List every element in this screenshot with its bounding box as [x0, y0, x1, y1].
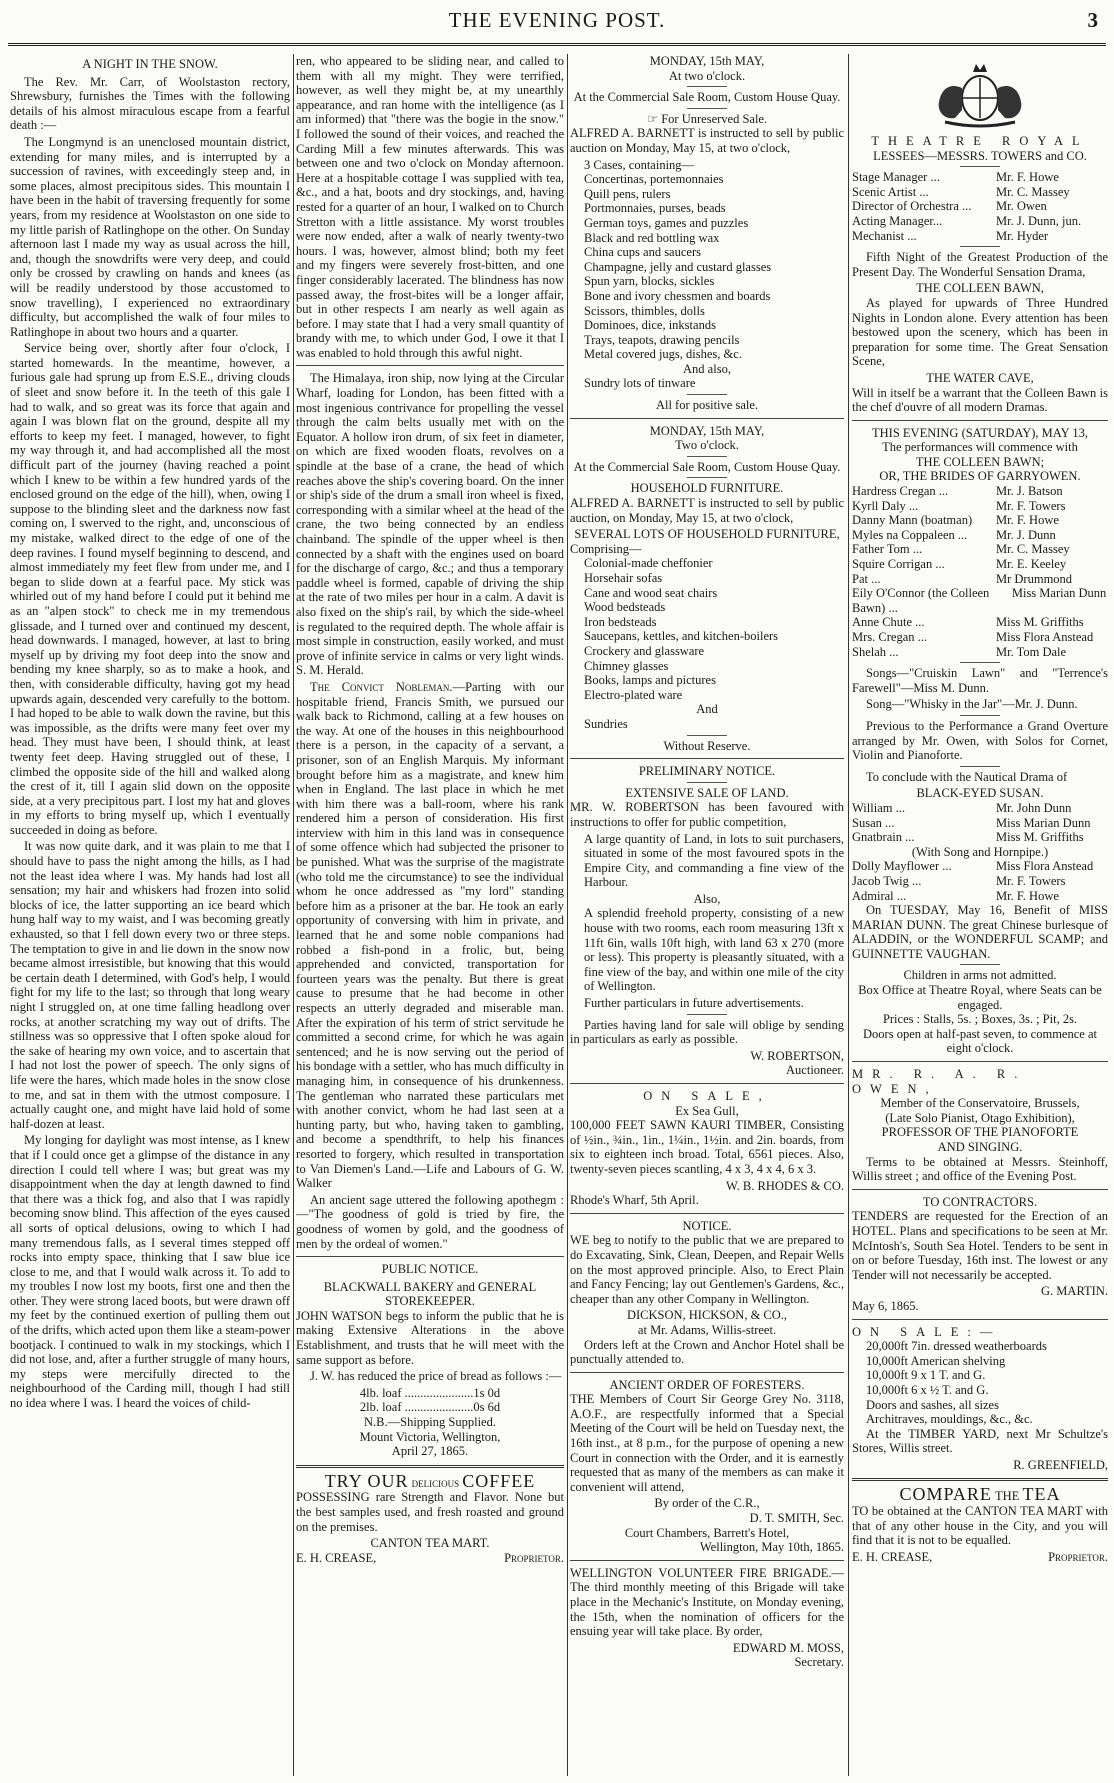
cast-role: Kyrll Daly ...: [852, 498, 919, 513]
cast-actor: Mr. Hyder: [996, 228, 1049, 243]
notice-subtitle: BLACKWALL BAKERY and GENERAL STOREKEEPER.: [323, 1279, 537, 1309]
sale-ex: Ex Sea Gull,: [675, 1103, 739, 1118]
cast-actor: Miss Flora Anstead: [996, 630, 1094, 644]
auction-comprising: Comprising—: [570, 541, 642, 556]
cast-role: Gnatbrain ...: [852, 830, 915, 845]
list-item: 10,000ft 6 x ½ T. and G.: [866, 1382, 989, 1397]
theatre-songs: Songs—"Cruiskin Lawn" and "Terrence's Farewell"—Miss M. Dunn.: [852, 666, 1108, 695]
notice-date: April 27, 1865.: [391, 1444, 469, 1459]
theatre-cast: [852, 484, 1108, 659]
cast-role: Pat ...: [852, 571, 881, 586]
cast-row: [852, 484, 1108, 499]
theatre-play: THE COLLEEN BAWN,: [916, 281, 1044, 296]
owen-member: Member of the Conservatoire, Brussels,: [880, 1096, 1080, 1111]
cast-row: [852, 830, 1108, 845]
article-paragraph: My longing for daylight was most intense, as I knew that if I could once get a glimpse of the distance in any direction I could tell where I was; but great was my disappointment when the day at length dawned to find that there was a thick fog, and also that I was rapidly becoming snow blind. This affection of the eyes caused all sorts of optical delusions, owing to which I had many tremendous falls, as I several times stepped off rocks into empty space, thinking that I saw blue ice close to me, and that I would walk across it. To add to my troubles I now lost my boots, first one and then the other. They were strong laced boots, but were drawn off my feet by the continued exertion of pulling them out of the drifts, which acted upon them like a steam-power bootjack. I continued to walk in my stockings, which I did not lose, and, after a further struggle of many hours, my steps were mercifully directed to the neighbourhood of the Carding mill, though I had still no idea where I was. I heard the voices of child-: [10, 1133, 290, 1411]
foresters-address: Court Chambers, Barrett's Hotel,: [624, 1525, 790, 1540]
auction-end: All for positive sale.: [655, 398, 759, 413]
list-item: Horsehair sofas: [584, 571, 663, 585]
article-text: —Parting with our hospitable friend, Francis Smith, we pursued our walk back to Richmond, calling at a few houses on the way. At one of the houses in this neighbourhood there is a person, in the capacity of a servant, a prisoner, son of an English Marquis. My informant brought before him as a magistrate, and knew him when in England. The last place in which he met with him there was a ball-room, where his rank rendered him a person of consideration. His first interview with him in this land was in consequence of some offence which had subjected the prisoner to be punished. What was the surprise of the magistrate (who told me the circumstance) to see the individual whom he once addressed as "my lord" standing before him as a prisoner at the bar. He took an early opportunity of conversing with him in private, and learned that he and some noble companions had robbed a fish-pond in a frolic, but, being apprehended and convicted, transportation for fourteen years was the penalty. But there is great cause to presume that he had become in other respects an utterly degraded and miserable man. After the expiration of his term of strict servitude he committed a second crime, for which he was again sentenced; and he is now serving out the period of his bondage with a settler, who has much difficulty in managing him, in consequence of his drunkenness. The gentleman who narrated these particulars met with another convict, whom he had last seen at a hunting party, but who, having taken to gambling, and become a spendthrift, to help his finances resorted to forgery, which resulted in transportation to Van Diemen's Land.—Life and Labours of G. W. Walker: [296, 679, 564, 1191]
auction-place: At the Commercial Sale Room, Custom House Quay.: [573, 459, 841, 474]
land-body: MR. W. ROBERTSON has been favoured with instructions to offer for public competition,: [570, 800, 844, 829]
cast-role: Acting Manager...: [852, 213, 943, 228]
column-1: [10, 54, 290, 1776]
list-item: Saucepans, kettles, and kitchen-boilers: [584, 629, 779, 644]
cast-actor: Mr. Owen: [996, 199, 1047, 214]
page-number: 3: [1087, 8, 1098, 32]
cast-actor: Mr. J. Dunn: [996, 527, 1056, 542]
auction-items: [584, 158, 844, 362]
owen-late: (Late Solo Pianist, Otago Exhibition),: [885, 1110, 1075, 1125]
auction-end: Without Reserve.: [663, 738, 751, 753]
cast-role: Stage Manager ...: [852, 170, 940, 185]
cast-actor: Mr. F. Towers: [996, 873, 1066, 888]
list-item: Chimney glasses: [584, 658, 669, 673]
cast-role: Father Tom ...: [852, 542, 923, 557]
list-item: Scissors, thimbles, dolls: [584, 303, 705, 318]
coffee-mart: CANTON TEA MART.: [370, 1536, 490, 1551]
land-preliminary: PRELIMINARY NOTICE.: [638, 764, 776, 779]
land-auctioneer: Auctioneer.: [786, 1063, 844, 1078]
cast-role: Squire Corrigan ...: [852, 557, 945, 572]
article-paragraph: An ancient sage uttered the following apothegm :—"The goodness of gold is tried by fire, the goodness of women by gold, and the goodness of men by the ordeal of women.": [296, 1192, 564, 1251]
cast-actor: Mr. J. Batson: [996, 484, 1063, 499]
land-item: A splendid freehold property, consisting of a new house with two rooms, each room measuring 13ft x 11ft 6in, walls 10ft high, with land 63 x 270 (more or less). This property is pleasantly situated, with a fine view of the bay, and within one mile of the city of Wellington.: [584, 906, 844, 994]
auction-and: And: [696, 702, 718, 717]
list-item: China cups and saucers: [584, 245, 701, 260]
article-paragraph: The Himalaya, iron ship, now lying at the Circular Wharf, loading for London, has been fitted with a most ingenious contrivance for propelling the vessel through the calm belts usually met with on the Equator. A hollow iron drum, of six feet in diameter, on which are fixed wooden floats, revolves on a spindle at the base of a crane, the head of which reaches above the ship's covering board. On the inner or ship's side of the drum a small iron wheel is fixed, corresponding with a similar wheel at the head of the crane, the two being connected by an endless chainband. The spindle of the upper wheel is then connected by a shaft with the engines used on board for the discharge of cargo, &c.; and thus a temporary paddle wheel is formed, capable of driving the ship at the rate of two miles per hour in a calm. A davit is also fixed on the ship's rail, by which the side-wheel is regulated to the required depth. The whole affair is most simple in construction, easily worked, and must prove of infinite service in calms or very light winds. S. M. Herald.: [296, 371, 564, 678]
column-rule: [567, 54, 568, 1776]
cast-row: [852, 859, 1108, 874]
foresters-body: THE Members of Court Sir George Grey No. 3118, A.O.F., are respectfully informed that a Special Meeting of the Court will be held on Tuesday next, the 16th inst., at 8 p.m., for the purpose of opening a new Court in connection with the Order, and it is earnestly requested that as many of the members as can make it convenient will attend,: [570, 1392, 844, 1494]
list-item: Books, lamps and pictures: [584, 673, 716, 688]
column-rule: [293, 54, 294, 1776]
list-item: German toys, games and puzzles: [584, 215, 749, 230]
theatre-heading: THEATRE ROYAL: [871, 134, 1089, 148]
cast-actor: Mr. C. Massey: [996, 184, 1070, 199]
notice-body: WE beg to notify to the public that we are prepared to do Excavating, Sink, Clean, Deepen, and Repair Wells on the most approved principle. Also, to Erect Plain and Fancy Fencing; lay out Gentlemen's Gardens, &c., cheaper than any other Company in Wellington.: [570, 1233, 844, 1306]
tea-body: TO be obtained at the CANTON TEA MART with that of any other house in the City, and you will find that it is not to be equalled.: [852, 1504, 1108, 1548]
cast-role: Danny Mann (boatman): [852, 513, 973, 528]
list-item: Black and red bottling wax: [584, 230, 720, 245]
cast-row: [852, 229, 1108, 244]
theatre-fifth-night: Fifth Night of the Greatest Production of the Present Day. The Wonderful Sensation Drama,: [852, 250, 1108, 279]
owen-professor: PROFESSOR OF THE PIANOFORTE: [881, 1125, 1079, 1140]
sale-at: At the TIMBER YARD, next Mr Schultze's Stores, Willis street.: [852, 1426, 1108, 1456]
cast-actor: Mr. F. Howe: [996, 170, 1059, 185]
cast-actor: Mr. F. Towers: [996, 498, 1066, 513]
cast-row: [852, 513, 1108, 528]
list-item: 3 Cases, containing—: [584, 157, 695, 172]
theatre-tuesday: On TUESDAY, May 16, Benefit of MISS MARIAN DUNN. The great Chinese burlesque of ALADDIN, or the WONDERFUL SCAMP; and GUINNETTE VAUGHAN.: [852, 903, 1108, 961]
theatre-children: Children in arms not admitted.: [903, 968, 1057, 983]
auction-date: MONDAY, 15th MAY,: [649, 54, 765, 68]
cast-actor: Mr. E. Keeley: [996, 557, 1067, 572]
notice-orders: Orders left at the Crown and Anchor Hotel shall be punctually attended to.: [570, 1337, 844, 1367]
sale-wharf: Rhode's Wharf, 5th April.: [570, 1193, 699, 1208]
cast-role: Hardress Cregan ...: [852, 484, 949, 499]
article-paragraph: The Longmynd is an unenclosed mountain district, extending for many miles, and is interrupted by a succession of ravines, with exceedingly steep and, in some places, almost precipitous sides. This mountain I have been in the habit of traversing frequently for some years, from my residence at Woolstaston on one side to my little parish of Ratlinghope on the other. On Sunday afternoon last I made my way as usual across the hill, and, though the snowdrifts were very deep, and could only be crossed by crawling on hands and knees (as will be readily understood by those accustomed to snow travelling), I experienced no extraordinary difficulty, but accomplished the walk of four miles to Ratlinghope in about two hours and a quarter.: [10, 134, 290, 339]
coffee-headline-c: COFFEE: [462, 1470, 536, 1491]
list-item: 10,000ft 9 x 1 T. and G.: [866, 1368, 986, 1383]
article-lead: The Convict Nobleman.: [310, 679, 453, 694]
theatre-cast: [852, 801, 1108, 845]
contractors-body: TENDERS are requested for the Erection of an HOTEL. Plans and specifications to be seen at Mr. McIntosh's, South Sea Hotel. Tenders to be sent in on or before Tuesday, 16th inst. The lowest or any Tender will not necessarily be accepted.: [852, 1209, 1108, 1282]
royal-crest-icon: [915, 58, 1045, 128]
sale-signature: R. GREENFIELD,: [1013, 1457, 1108, 1472]
coffee-name: E. H. CREASE,: [296, 1550, 377, 1565]
tea-headline-a: COMPARE: [899, 1484, 992, 1505]
article-paragraph: The Rev. Mr. Carr, of Woolstaston rectory, Shrewsbury, furnishes the Times with the following details of his almost miraculous escape from a fearful death :—: [10, 74, 290, 133]
list-item: Dominoes, dice, inkstands: [584, 318, 716, 333]
list-item: Wood bedsteads: [584, 600, 666, 615]
foresters-title: ANCIENT ORDER OF FORESTERS.: [609, 1377, 805, 1392]
cast-row: [852, 499, 1108, 514]
cast-actor: Mr. F. Howe: [996, 513, 1059, 528]
cast-actor: Mr. C. Massey: [996, 542, 1070, 557]
coffee-headline-a: TRY OUR: [324, 1470, 409, 1491]
theatre-play: THE COLLEEN BAWN;: [915, 454, 1045, 469]
list-item: Champagne, jelly and custard glasses: [584, 259, 772, 274]
coffee-signature: [296, 1551, 564, 1566]
list-item: Doors and sashes, all sizes: [866, 1397, 999, 1412]
cast-row: [852, 542, 1108, 557]
cast-role: Eily O'Connor (the Colleen Bawn) ...: [852, 586, 990, 615]
auction-time: At two o'clock.: [668, 68, 746, 83]
cast-actor: Mr. Tom Dale: [996, 644, 1067, 659]
notice-title: NOTICE.: [682, 1218, 732, 1233]
foresters-signature: D. T. SMITH, Sec.: [749, 1511, 844, 1526]
tea-headline-c: TEA: [1022, 1484, 1061, 1505]
fire-brigade-secretary: Secretary.: [794, 1655, 844, 1670]
notice-address: Mount Victoria, Wellington,: [359, 1429, 501, 1444]
list-item: Electro-plated ware: [584, 687, 683, 702]
cast-row: [852, 586, 1108, 615]
auction-body: ALFRED A. BARNETT is instructed to sell by public auction on Monday, May 15, at two o'clock,: [570, 126, 844, 155]
land-signature: W. ROBERTSON,: [750, 1048, 844, 1063]
auction-also: And also,: [683, 361, 731, 376]
list-item: Colonial-made cheffonier: [584, 556, 713, 571]
cast-actor: Miss M. Griffiths: [996, 830, 1084, 845]
article-title: A NIGHT IN THE SNOW.: [82, 57, 218, 71]
cast-row: [852, 889, 1108, 904]
owen-singing: AND SINGING.: [937, 1140, 1023, 1154]
sale-body: 100,000 FEET SAWN KAURI TIMBER, Consisting of ½in., ¾in., 1in., 1¼in., 1½in. and 2in. boards, from six to eighteen inch broad. Total, 6561 pieces. Also, twenty-seven pieces scantling, 4 x 3, 4 x 4, 6 x 3.: [570, 1118, 844, 1176]
coffee-proprietor: Proprietor.: [504, 1550, 564, 1565]
cast-row: [852, 572, 1108, 587]
notice-signature: DICKSON, HICKSON, & CO.,: [626, 1308, 788, 1323]
cast-actor: Miss Marian Dunn: [996, 815, 1091, 830]
cast-row: [852, 214, 1108, 229]
cast-actor: Mr Drummond: [996, 571, 1073, 586]
list-item: Crockery and glassware: [584, 643, 705, 658]
theatre-commence: The performances will commence with: [882, 440, 1078, 455]
notice-body: J. W. has reduced the price of bread as follows :—: [310, 1369, 562, 1384]
theatre-play: BLACK-EYED SUSAN.: [916, 786, 1044, 801]
theatre-cast: [852, 859, 1108, 903]
column-rule: [848, 54, 849, 1776]
tea-signature: [852, 1550, 1108, 1565]
auction-title: HOUSEHOLD FURNITURE.: [630, 481, 784, 496]
auction-items: [584, 556, 844, 702]
owen-terms: Terms to be obtained at Messrs. Steinhoff, Willis street ; and office of the Evening Post.: [852, 1154, 1108, 1184]
foresters-date: Wellington, May 10th, 1865.: [699, 1540, 844, 1555]
article-paragraph: Service being over, shortly after four o'clock, I started homewards. In the meantime, however, a furious gale had sprung up from E.S.E., driving clouds of sleet and snow before it. In the teeth of this gale I had to walk, and so great was its force that again and again I was blown flat on the ground, despite all my efforts to keep my feet. I managed, however, to fight my way through it, and had accomplished all the most difficult part of the journey (having reached a point which I knew to be within a few hundred yards of the enclosed ground on the edge of the hill), when, owing I suppose to the blinding sleet and the darkness now fast coming on, I swerved to the right, and, unconscious of my mistake, walked direct to the edge of one of the deep ravines. I found myself beginning to descend, and almost immediately my feet flew from under me, and I began to slide down at a fearful pace. My stick was whirled out of my hand before I could put it behind me as an "alpen stock" to check me in my tremendous glissade, and I turned over and continued my descent, head downwards. I managed, however, at last to bring myself up by driving my foot deep into the snow and bending my knee sharply, so as to make a hook, and then, with considerable difficulty, having got my head upwards again, descended very carefully to the bottom. I had hoped to be able to walk down the ravine, but this was impossible, as the drifts were many feet over my head. They must have been, I should think, at least twenty feet deep. Having struggled out of these, I climbed the opposite side of the hill and walked along the crest of it, till I again slid down on the opposite side, at a very precipitous part. I lost my hat and gloves in my efforts to bring myself up, which I eventually succeeded in doing as before.: [10, 341, 290, 837]
auction-note: ☞ For Unreserved Sale.: [646, 111, 768, 126]
cast-row: [852, 185, 1108, 200]
cast-actor: Miss Marian Dunn: [1011, 586, 1107, 601]
theatre-conclude: To conclude with the Nautical Drama of: [866, 769, 1068, 784]
theatre-staff: [852, 170, 1108, 243]
notice-title: PUBLIC NOTICE.: [381, 1262, 479, 1277]
price-line: 2lb. loaf ......................0s 6d: [359, 1400, 501, 1415]
theatre-evening: THIS EVENING (SATURDAY), MAY 13,: [872, 425, 1088, 440]
notice-body: JOHN WATSON begs to inform the public that he is making Extensive Alterations in the above Establishment, and trusts that he will meet with the same support as before.: [296, 1308, 564, 1367]
cast-role: William ...: [852, 800, 905, 815]
sale-items: [866, 1339, 1108, 1427]
list-item: Iron bedsteads: [584, 614, 657, 629]
theatre-subtitle: OR, THE BRIDES OF GARRYOWEN.: [879, 469, 1081, 484]
cast-row: [852, 528, 1108, 543]
article-paragraph: [296, 680, 564, 1191]
list-item: Bone and ivory chessmen and boards: [584, 288, 771, 303]
contractors-date: May 6, 1865.: [852, 1298, 919, 1313]
owen-name: MR. R. A. R. OWEN,: [852, 1067, 1027, 1096]
theatre-doors: Doors open at half-past seven, to commence at eight o'clock.: [863, 1026, 1097, 1056]
price-line: 4lb. loaf ......................1s 0d: [359, 1385, 501, 1400]
list-item: Concertinas, portemonnaies: [584, 172, 724, 187]
tea-name: E. H. CREASE,: [852, 1549, 933, 1564]
tea-headline-b: THE: [995, 1489, 1020, 1504]
cast-role: Mrs. Cregan ...: [852, 630, 927, 644]
sale-signature: W. B. RHODES & CO.: [726, 1178, 844, 1193]
fire-brigade-body: WELLINGTON VOLUNTEER FIRE BRIGADE.—The third monthly meeting of this Brigade will take place in the Mechanic's Institute, on Monday evening, the 15th, when the nomination of officers for the ensuing year will take place. By order,: [570, 1565, 844, 1639]
cast-row: [852, 199, 1108, 214]
list-item: 20,000ft 7in. dressed weatherboards: [866, 1339, 1047, 1354]
cast-actor: Miss Flora Anstead: [996, 859, 1094, 874]
cast-row: [852, 630, 1108, 645]
list-item: Cane and wood seat chairs: [584, 585, 718, 600]
column-4: [852, 54, 1108, 1776]
theatre-warrant: Will in itself be a warrant that the Colleen Bawn is the chef d'ouvre of all modern Dramas.: [852, 385, 1108, 415]
land-parties: Parties having land for sale will oblige by sending in particulars as early as possible.: [570, 1017, 844, 1047]
coffee-headline-b: delicious: [411, 1475, 460, 1490]
auction-sundries: Sundries: [584, 716, 628, 731]
cast-role: Susan ...: [852, 815, 895, 830]
cast-role: Shelah ...: [852, 644, 899, 659]
land-title: EXTENSIVE SALE OF LAND.: [625, 785, 789, 800]
newspaper-title: THE EVENING POST.: [448, 8, 666, 32]
theatre-prices: Prices : Stalls, 5s. ; Boxes, 3s. ; Pit, 2s.: [882, 1012, 1078, 1027]
article-paragraph: ren, who appeared to be sliding near, and called to them with all my might. They were terrified, however, as well they might be, at my unearthly appearance, and ran home with the intelligence (as I am informed) that "there was the bogie in the snow." I followed the sound of their voices, and reached the Carding Mill a few minutes afterwards. This was between one and two o'clock on Monday afternoon. Here at a hospitable cottage I was supplied with tea, &c., and a hat, boots and dry stockings, and, having rested for a quarter of an hour, I walked on to Church Stretton with a little assistance. My worst troubles were now ended, after a walk of nearly twenty-two hours. I was, however, almost blind; both my feet and my fingers were severely frost-bitten, and one finger considerably lacerated. The blindness has now passed away, the frost-bites will be a longer affair, but in other respects I am nearly as well again as before. I may state that I had a very small quantity of brandy with me, to which under God, I owe it that I was enabled to hold through this awful night.: [296, 54, 564, 360]
list-item: Portmonnaies, purses, beads: [584, 201, 726, 216]
auction-lots: SEVERAL LOTS OF HOUSEHOLD FURNITURE,: [574, 527, 840, 542]
cast-row: [852, 801, 1108, 816]
theatre-cave: THE WATER CAVE,: [926, 370, 1034, 385]
list-item: Architraves, mouldings, &c., &c.: [866, 1412, 1033, 1427]
cast-actor: Mr. F. Howe: [996, 888, 1059, 903]
sale-title: ON SALE,: [643, 1089, 771, 1103]
cast-role: Director of Orchestra ...: [852, 199, 972, 214]
notice-address: at Mr. Adams, Willis-street.: [637, 1322, 777, 1337]
cast-role: Scenic Artist ...: [852, 184, 929, 199]
coffee-body: POSSESSING rare Strength and Flavor. None but the best samples used, and fresh roasted and ground on the premises.: [296, 1490, 564, 1534]
theatre-overture: Previous to the Performance a Grand Overture arranged by Mr. Owen, with Solos for Cornet, Violin and Pianoforte.: [852, 718, 1108, 763]
auction-place: At the Commercial Sale Room, Custom House Quay.: [573, 90, 841, 105]
list-item: Quill pens, rulers: [584, 186, 671, 201]
cast-row: [852, 170, 1108, 185]
cast-role: Anne Chute ...: [852, 615, 925, 630]
auction-tinware: Sundry lots of tinware: [584, 376, 696, 391]
cast-row: [852, 645, 1108, 660]
cast-row: [852, 615, 1108, 630]
contractors-signature: G. MARTIN.: [1041, 1284, 1108, 1299]
cast-actor: Mr. J. Dunn, jun.: [996, 213, 1082, 228]
tea-proprietor: Proprietor.: [1048, 1549, 1108, 1564]
auction-body: ALFRED A. BARNETT is instructed to sell by public auction, on Monday, May 15, at two o'clock,: [570, 496, 844, 525]
theatre-box-office: Box Office at Theatre Royal, where Seats can be engaged.: [858, 983, 1102, 1012]
column-2: [296, 54, 564, 1776]
cast-row: [852, 557, 1108, 572]
land-further: Further particulars in future advertisements.: [584, 996, 804, 1011]
list-item: Trays, teapots, drawing pencils: [584, 332, 740, 347]
fire-brigade-signature: EDWARD M. MOSS,: [732, 1640, 844, 1655]
land-item: A large quantity of Land, in lots to suit purchasers, situated in some of the most favoured spots in the Empire City, and commanding a fine view of the Harbour.: [584, 831, 844, 890]
cast-role: Mechanist ...: [852, 228, 917, 243]
cast-role: Myles na Coppaleen ...: [852, 527, 968, 542]
foresters-by: By order of the C.R.,: [654, 1496, 760, 1511]
theatre-played: As played for upwards of Three Hundred Nights in London alone. Every attention has been bestowed upon the scenery, which has been in preparation for some time. The Great Sensation Scene,: [852, 295, 1108, 369]
auction-date: MONDAY, 15th MAY,: [649, 423, 765, 438]
cast-row: [852, 874, 1108, 889]
article-paragraph: It was now quite dark, and it was plain to me that I should have to pass the night among the hills, as I had not the least idea where I was. My hands had lost all sensation; my hair and whiskers had frozen into solid blocks of ice, the latter supporting an ice beard which hung half way to my waist, and I was becoming greatly exhausted, so that I fell down every two or three steps. The temptation to give in and lie down in the snow now became almost irresistible, but knowing that this would be certain death I determined, with God's help, I would fight for my life to the last; so through that long weary night I struggled on, at one time falling headlong over rocks, at another scratching my way out of drifts. The stillness was so oppressive that I often spoke aloud for the sake of hearing my own voice, and to ascertain that I had not lost the power of speech. The only signs of life were the hares, which made holes in the snow close to me, and sat in them with the utmost composure. I actually caught one, and might have laid hold of some half-dozen at least.: [10, 839, 290, 1131]
masthead: [8, 6, 1106, 46]
cast-role: Jacob Twig ...: [852, 873, 922, 888]
list-item: Metal covered jugs, dishes, &c.: [584, 347, 742, 362]
contractors-title: TO CONTRACTORS.: [922, 1194, 1038, 1209]
cast-role: Admiral ...: [852, 888, 907, 903]
sale-title: ON SALE:—: [852, 1324, 1002, 1339]
list-item: 10,000ft American shelving: [866, 1353, 1006, 1368]
theatre-lessees: LESSEES—MESSRS. TOWERS and CO.: [873, 148, 1087, 163]
list-item: Spun yarn, blocks, sickles: [584, 274, 715, 289]
cast-actor: Mr. John Dunn: [996, 800, 1072, 815]
land-also: Also,: [693, 891, 721, 906]
theatre-song: Song—"Whisky in the Jar"—Mr. J. Dunn.: [866, 697, 1078, 712]
cast-actor: Miss M. Griffiths: [996, 615, 1084, 630]
auction-time: Two o'clock.: [675, 438, 739, 453]
notice-note: N.B.—Shipping Supplied.: [364, 1415, 496, 1430]
theatre-hornpipe: (With Song and Hornpipe.): [911, 844, 1049, 859]
column-3: [570, 54, 844, 1776]
tea-headline: [852, 1484, 1108, 1505]
cast-role: Dolly Mayflower ...: [852, 859, 952, 874]
coffee-headline: [296, 1470, 564, 1491]
cast-row: [852, 816, 1108, 831]
